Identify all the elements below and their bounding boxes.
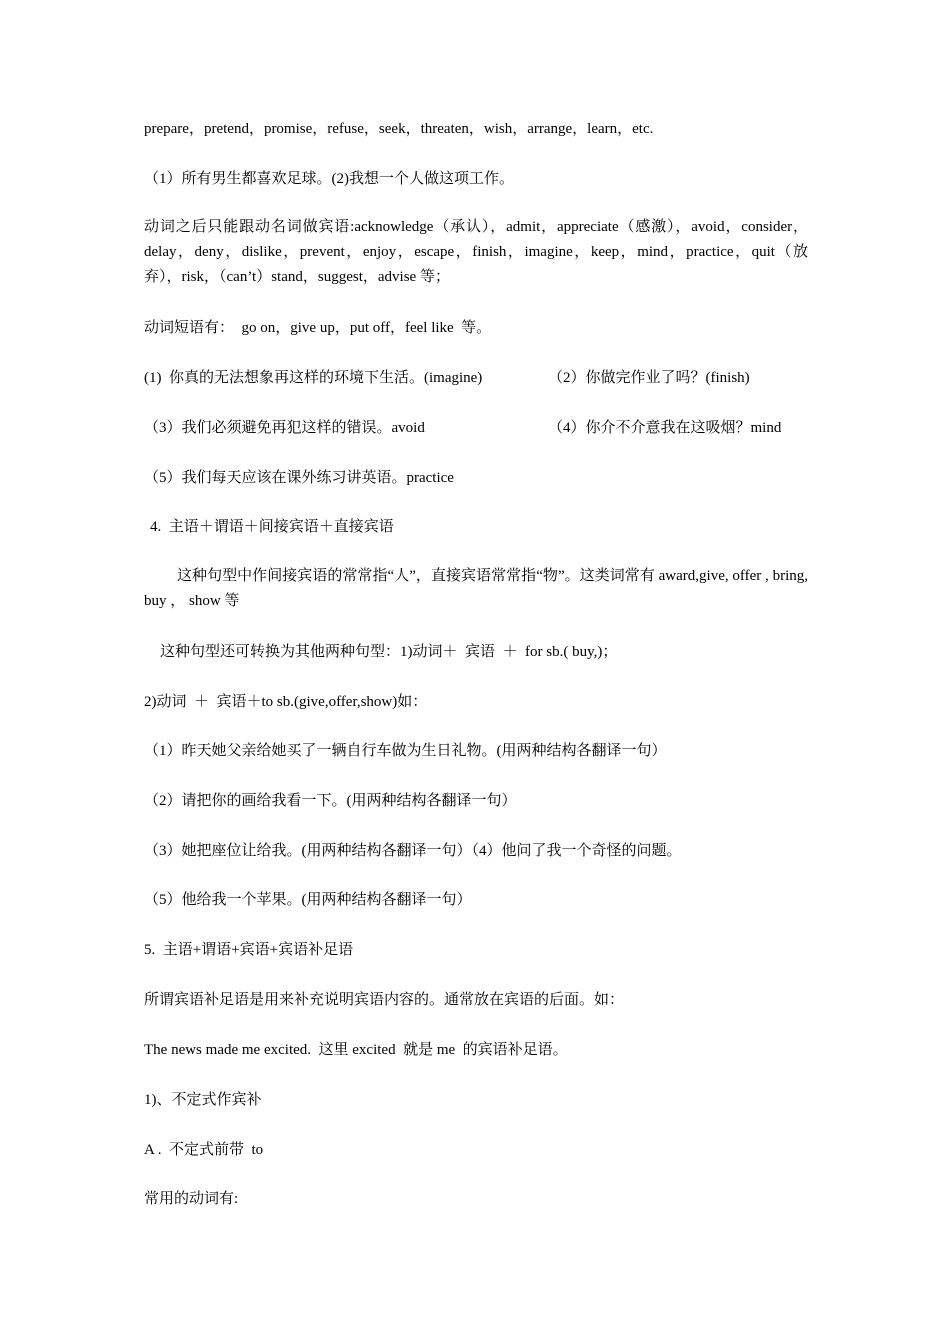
subheading-infinitive: 1)、不定式作宾补 xyxy=(144,1092,262,1108)
verb-list-continued: prepare，pretend，promise，refuse，seek，threaten，wish，arrange，learn，etc. xyxy=(144,121,654,137)
section-heading-5: 5. 主语+谓语+宾语+宾语补足语 xyxy=(144,942,354,958)
common-verbs-label: 常用的动词有: xyxy=(144,1191,239,1207)
double-object-paragraph: 这种句型中作间接宾语的常常指“人”，直接宾语常常指“物”。这类词常有 award,give, offer , bring, buy ， show 等 xyxy=(144,568,808,609)
translation-exercise-5: （5）他给我一个苹果。(用两种结构各翻译一句） xyxy=(144,892,472,908)
object-complement-definition: 所谓宾语补足语是用来补充说明宾语内容的。通常放在宾语的后面。如： xyxy=(144,992,625,1008)
gerund-verbs-paragraph: 动词之后只能跟动名词做宾语:acknowledge（承认），admit，appreciate（感激），avoid，consider，delay，deny，dislike，prevent，enjoy，escape，finish，imagine，keep，mind，practice，quit（放弃），risk，（can’t）stand，suggest，advise 等； xyxy=(144,219,808,285)
translation-exercise-1: （1）昨天她父亲给她买了一辆自行车做为生日礼物。(用两种结构各翻译一句） xyxy=(144,743,667,759)
exercise-1-imagine: (1) 你真的无法想象再这样的环境下生活。(imagine) xyxy=(144,370,483,386)
exercise-line: （1）所有男生都喜欢足球。(2)我想一个人做这项工作。 xyxy=(144,171,514,187)
conversion-line-1: 这种句型还可转换为其他两种句型：1)动词＋ 宾语 ＋ for sb.( buy,)； xyxy=(160,644,618,660)
conversion-line-2: 2)动词 ＋ 宾语＋to sb.(give,offer,show)如： xyxy=(144,694,428,710)
section-heading-4: 4. 主语＋谓语＋间接宾语＋直接宾语 xyxy=(150,519,394,535)
example-sentence: The news made me excited. 这里 excited 就是 me 的宾语补足语。 xyxy=(144,1042,568,1058)
exercise-2-finish: （2）你做完作业了吗？(finish) xyxy=(548,370,750,386)
translation-exercise-2: （2）请把你的画给我看一下。(用两种结构各翻译一句） xyxy=(144,793,517,809)
subheading-a: A . 不定式前带 to xyxy=(144,1142,264,1158)
exercise-4-mind: （4）你介不介意我在这吸烟？mind xyxy=(548,420,782,436)
exercise-5-practice: （5）我们每天应该在课外练习讲英语。practice xyxy=(144,470,454,486)
exercise-3-avoid: （3）我们必须避免再犯这样的错误。avoid xyxy=(144,420,425,436)
verb-phrases-line: 动词短语有： go on，give up，put off，feel like 等。 xyxy=(144,320,492,336)
translation-exercise-3-4: （3）她把座位让给我。(用两种结构各翻译一句）（4）他问了我一个奇怪的问题。 xyxy=(144,843,682,859)
